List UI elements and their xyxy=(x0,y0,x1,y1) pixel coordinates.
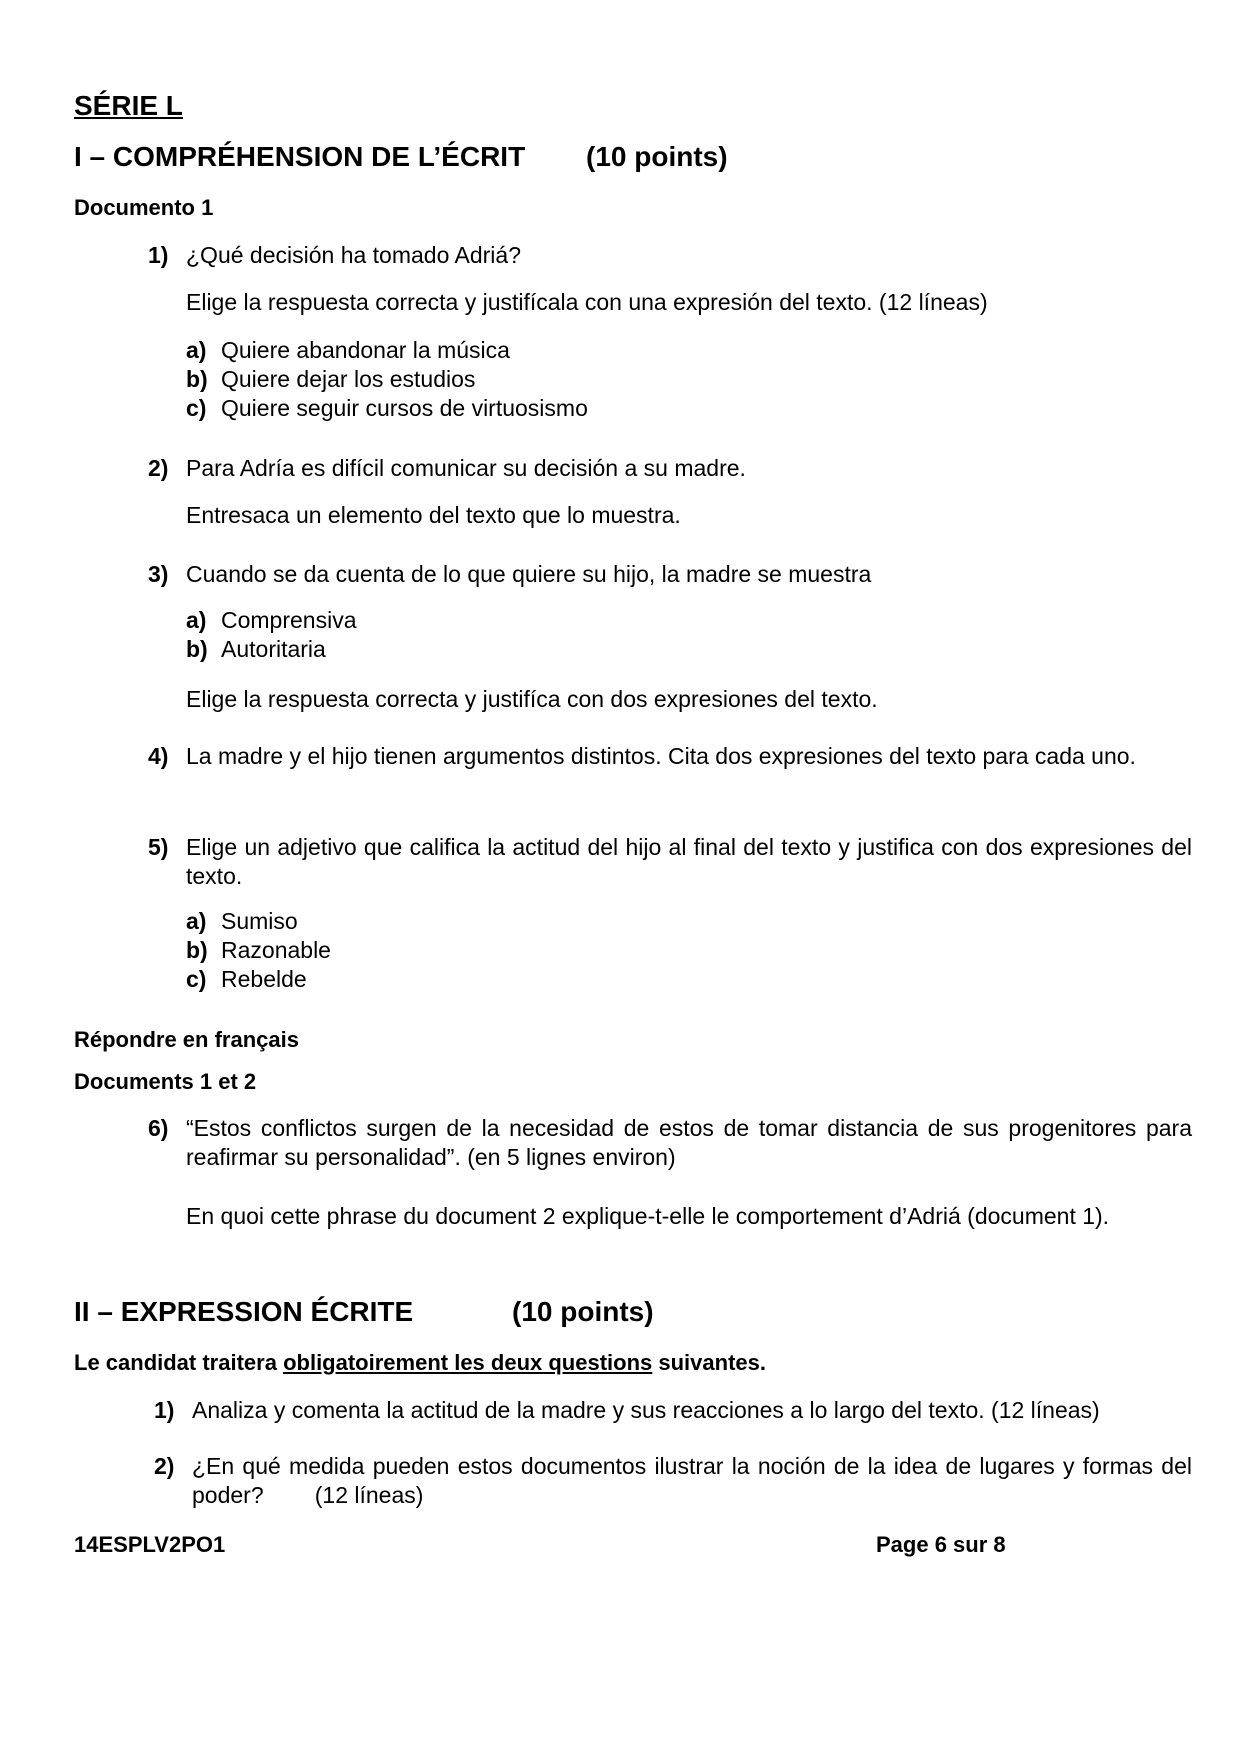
question-number: 3) xyxy=(148,561,169,587)
question-1-instruction: Elige la respuesta correcta y justifícala con una expresión del texto. (12 líneas) xyxy=(186,289,988,315)
expression-question-2 xyxy=(154,1452,1199,1510)
question-text: ¿Qué decisión ha tomado Adriá? xyxy=(186,242,521,268)
question-number: 4) xyxy=(148,743,169,769)
question-5 xyxy=(148,833,1192,891)
question-number: 6) xyxy=(148,1115,169,1141)
question-number: 1) xyxy=(148,242,169,268)
question-6-instruction: En quoi cette phrase du document 2 explique-t-elle le comportement d’Adriá (document 1). xyxy=(186,1203,1110,1229)
page-number: Page 6 sur 8 xyxy=(876,1532,1006,1557)
question-text: Cuando se da cuenta de lo que quiere su hijo, la madre se muestra xyxy=(186,561,872,587)
exam-page: SÉRIE L I – COMPRÉHENSION DE L’ÉCRIT (10 points) Documento 1 1) ¿Qué decisión ha tomado Adriá? Elige la respuesta correcta y justifícala con una expresión del texto. (12 líneas) a) Quiere abandonar la música b) Quiere dejar los estudios c) Quiere seguir cursos de virtuosismo 2) Para Adría es difícil comunicar su decisión a su madre. Entresaca un elemento del texto que lo muestra. 3) Cuando se da cuenta de lo que quiere su hijo, la madre se muestra a) Comprensiva b) Autoritaria Elige la respuesta correcta y justifíca con dos expresiones del texto. 4) La madre y el hijo tienen argumentos distintos. Cita dos expresiones del texto para cada uno. 5) Elige un adjetivo que califica la actitud del hijo al final del texto y justifica con dos expresiones del texto. a) Sumiso b) Razonable c) Rebelde Répondre en français Documents 1 et 2 6) “Estos conflictos surgen de la necesidad de estos de tomar distancia de sus progenitores para reafirmar su personalidad”. (en 5 lignes environ) En quoi cette phrase du document 2 explique-t-elle le comportement d’Adriá (document 1). II – EXPRESSION ÉCRITE (10 points) Le candidat traitera obligatoirement les deux questions suivantes. 1) Analiza y comenta la actitud de la madre y sus reacciones a lo largo del texto. (12 líneas) 2) ¿En qué medida pueden estos documentos ilustrar la noción de la idea de lugares y formas del poder? (12 líneas) 14ESPLV2PO1 Page 6 sur 8 xyxy=(74,90,1199,1557)
section-1-title xyxy=(74,141,728,173)
answer-language-heading: Répondre en français xyxy=(74,1027,299,1052)
question-3 xyxy=(148,560,1192,589)
section-2-title xyxy=(74,1296,654,1328)
documents-1-2-heading: Documents 1 et 2 xyxy=(74,1069,257,1094)
question-text: Para Adría es difícil comunicar su decisión a su madre. xyxy=(186,455,746,481)
question-6 xyxy=(148,1114,1192,1172)
section-2-label: II – EXPRESSION ÉCRITE xyxy=(74,1296,414,1327)
question-2-instruction: Entresaca un elemento del texto que lo muestra. xyxy=(186,502,681,528)
series-heading: SÉRIE L xyxy=(74,90,183,121)
question-2 xyxy=(148,454,1192,483)
section-1-points: (10 points) xyxy=(586,141,728,172)
question-text: “Estos conflictos surgen de la necesidad de estos de tomar distancia de sus progenitores para reafirmar su personalidad”. (en 5 lignes environ) xyxy=(186,1115,1192,1170)
question-3-instruction: Elige la respuesta correcta y justifíca con dos expresiones del texto. xyxy=(186,686,878,712)
question-number: 2) xyxy=(148,455,169,481)
question-number: 5) xyxy=(148,834,169,860)
question-text: La madre y el hijo tienen argumentos distintos. Cita dos expresiones del texto para cada uno. xyxy=(186,743,1136,769)
exam-code: 14ESPLV2PO1 xyxy=(74,1532,226,1557)
question-1 xyxy=(148,241,1192,270)
section-1-label: I – COMPRÉHENSION DE L’ÉCRIT xyxy=(74,141,526,172)
question-number: 2) xyxy=(154,1453,175,1479)
question-number: 1) xyxy=(154,1397,175,1423)
question-text: Analiza y comenta la actitud de la madre y sus reacciones a lo largo del texto. (12 líneas) xyxy=(192,1397,1100,1423)
question-text: ¿En qué medida pueden estos documentos ilustrar la noción de la idea de lugares y formas del poder? (12 líneas) xyxy=(192,1453,1199,1508)
section-2-points: (10 points) xyxy=(512,1296,654,1327)
document-1-heading: Documento 1 xyxy=(74,195,214,220)
question-4 xyxy=(148,742,1192,771)
expression-question-1 xyxy=(154,1396,1192,1425)
section-2-instruction: Le candidat traitera obligatoirement les deux questions suivantes. xyxy=(74,1350,766,1375)
question-text: Elige un adjetivo que califica la actitud del hijo al final del texto y justifica con dos expresiones del texto. xyxy=(186,834,1192,889)
